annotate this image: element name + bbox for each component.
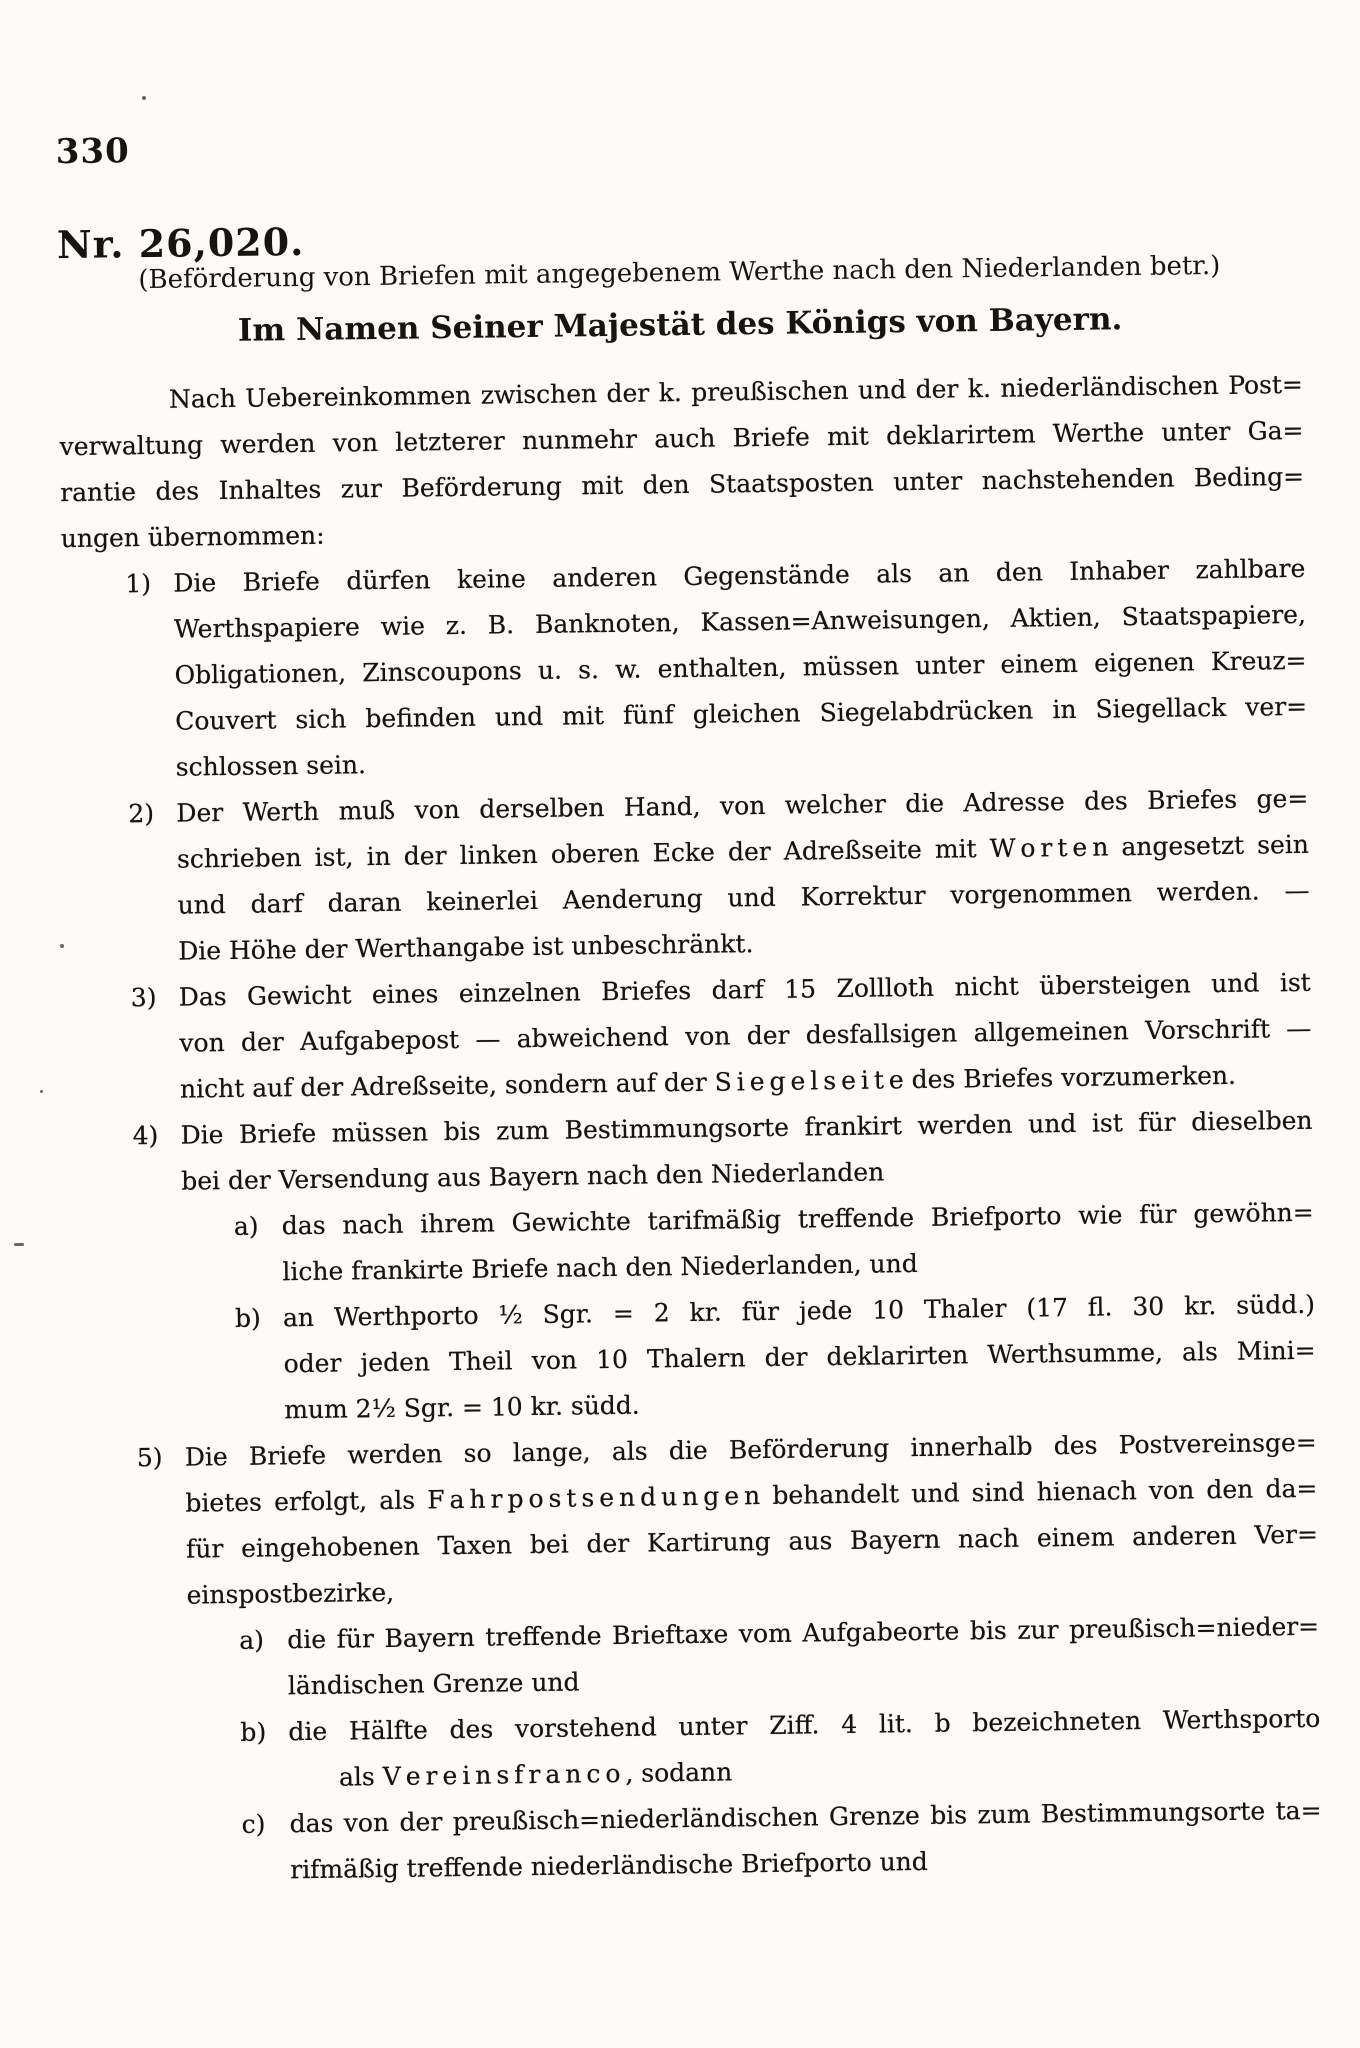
text-line: verwaltung werden von letzterer nunmehr auch Briefe mit deklarirtem Werthe unter Ga= [59,415,1304,462]
block-lines [287,1604,1320,1710]
text-line: die für Bayern treffende Brieftaxe vom Aufgabeorte bis zur preußisch=nieder= [287,1611,1320,1655]
text-line: Das Gewicht eines einzelnen Briefes darf 15 Zollloth nicht übersteigen und ist [178,967,1311,1012]
list-item-block [131,960,1313,1113]
text-line: rifmäßig treffende niederländische Briefporto und [290,1846,928,1885]
text-line: Die Briefe müssen bis zum Bestimmungsorte frankirt werden und ist für dieselben [180,1105,1313,1150]
list-marker: b) [240,1717,267,1747]
paragraph-block [59,362,1305,562]
document-body [59,362,1323,1896]
list-marker: a) [239,1625,265,1655]
list-item-block [132,1098,1313,1205]
block-lines [59,362,1305,562]
text-line: rantie des Inhaltes zur Beförderung mit den Staatsposten unter nachstehenden Beding= [60,461,1305,508]
scan-speck [14,1243,24,1246]
sub-item-block [240,1696,1321,1802]
sub-item-block [239,1604,1320,1710]
text-line: ungen übernommen: [60,520,325,554]
block-lines [173,546,1308,791]
text-line: Werthspapiere wie z. B. Banknoten, Kassen=Anweisungen, Aktien, Staatspapiere, [173,599,1307,644]
text-line: das nach ihrem Gewichte tarifmäßig treffende Briefporto wie für gewöhn= [281,1197,1314,1241]
text-line: einspostbezirke, [186,1577,395,1610]
list-marker: b) [234,1303,261,1333]
text-line: bei der Versendung aus Bayern nach den Niederlanden [181,1157,885,1196]
sub-item-block [241,1788,1322,1894]
block-lines [288,1696,1321,1802]
text-line: von der Aufgabepost — abweichend von der desfallsigen allgemeinen Vorschrift — [179,1013,1312,1058]
scan-speck [142,96,146,100]
text-line: Die Briefe dürfen keine anderen Gegenstände als an den Inhaber zahlbare [173,553,1306,598]
list-marker: c) [241,1809,266,1839]
list-item-block [125,546,1308,791]
list-marker: 2) [128,798,155,829]
list-marker: 5) [136,1442,163,1473]
scan-speck [60,944,64,948]
block-lines [179,960,1313,1113]
text-line: als V e r e i n s f r a n c o , sodann [288,1757,733,1793]
block-lines [282,1190,1315,1296]
text-line: oder jeden Theil von 10 Thalern der deklarirten Werthsumme, als Mini= [283,1335,1316,1379]
block-lines [185,1420,1319,1619]
list-item-block [137,1420,1319,1619]
block-lines [180,1098,1313,1205]
list-marker: 1) [125,568,152,599]
text-line: Die Briefe werden so lange, als die Beförderung innerhalb des Postvereinsge= [184,1427,1317,1472]
scan-speck [40,1090,43,1093]
list-marker: 4) [132,1120,159,1151]
list-marker: 3) [130,982,157,1013]
text-line: Der Werth muß von derselben Hand, von welcher die Adresse des Briefes ge= [176,783,1309,828]
text-line: ländischen Grenze und [287,1667,580,1701]
text-line: bietes erfolgt, als F a h r p o s t s e n d u n g e n behandelt und sind hienach von den da= [185,1473,1318,1518]
text-line: schrieben ist, in der linken oberen Ecke der Adreßseite mit W o r t e n angesetzt sein [176,829,1310,874]
block-lines [176,776,1310,975]
text-line: an Werthporto ½ Sgr. = 2 kr. für jede 10 Thaler (17 fl. 30 kr. südd.) [282,1289,1316,1333]
text-line: und darf daran keinerlei Aenderung und Korrektur vorgenommen werden. — [177,875,1310,920]
text-line: liche frankirte Briefe nach den Niederlanden, und [282,1248,918,1287]
page-title: Im Namen Seiner Majestät des Königs von Bayern. [237,301,1123,349]
text-line: Nach Uebereinkommen zwischen der k. preußischen und der k. niederländischen Post= [168,369,1304,414]
text-line: schlossen sein. [175,750,367,782]
sub-item-block [235,1282,1317,1434]
sub-item-block [234,1190,1315,1296]
text-line: nicht auf der Adreßseite, sondern auf der S i e g e l s e i t e des Briefes vorzumerken. [179,1060,1237,1104]
text-line: Obligationen, Zinscoupons u. s. w. enthalten, müssen unter einem eigenen Kreuz= [174,645,1307,690]
text-line: mum 2½ Sgr. = 10 kr. südd. [284,1390,640,1425]
text-line: Couvert sich befinden und mit fünf gleichen Siegelabdrücken in Siegellack ver= [175,691,1308,736]
list-item-block [128,776,1310,975]
subject-line: (Beförderung von Briefen mit angegebenem Werthe nach den Niederlanden betr.) [138,250,1221,296]
text-line: Die Höhe der Werthangabe ist unbeschränkt. [178,929,754,966]
block-lines [289,1788,1322,1894]
text-line: für eingehobenen Taxen bei der Kartirung aus Bayern nach einem anderen Ver= [185,1519,1319,1564]
text-line: das von der preußisch=niederländischen Grenze bis zum Bestimmungsorte ta= [289,1795,1322,1839]
page-number: 330 [55,131,130,173]
document-number: Nr. 26,020. [56,218,305,268]
block-lines [283,1282,1317,1433]
text-line: die Hälfte des vorstehend unter Ziff. 4 lit. b bezeichneten Werthsporto [288,1703,1321,1747]
list-marker: a) [233,1211,259,1241]
